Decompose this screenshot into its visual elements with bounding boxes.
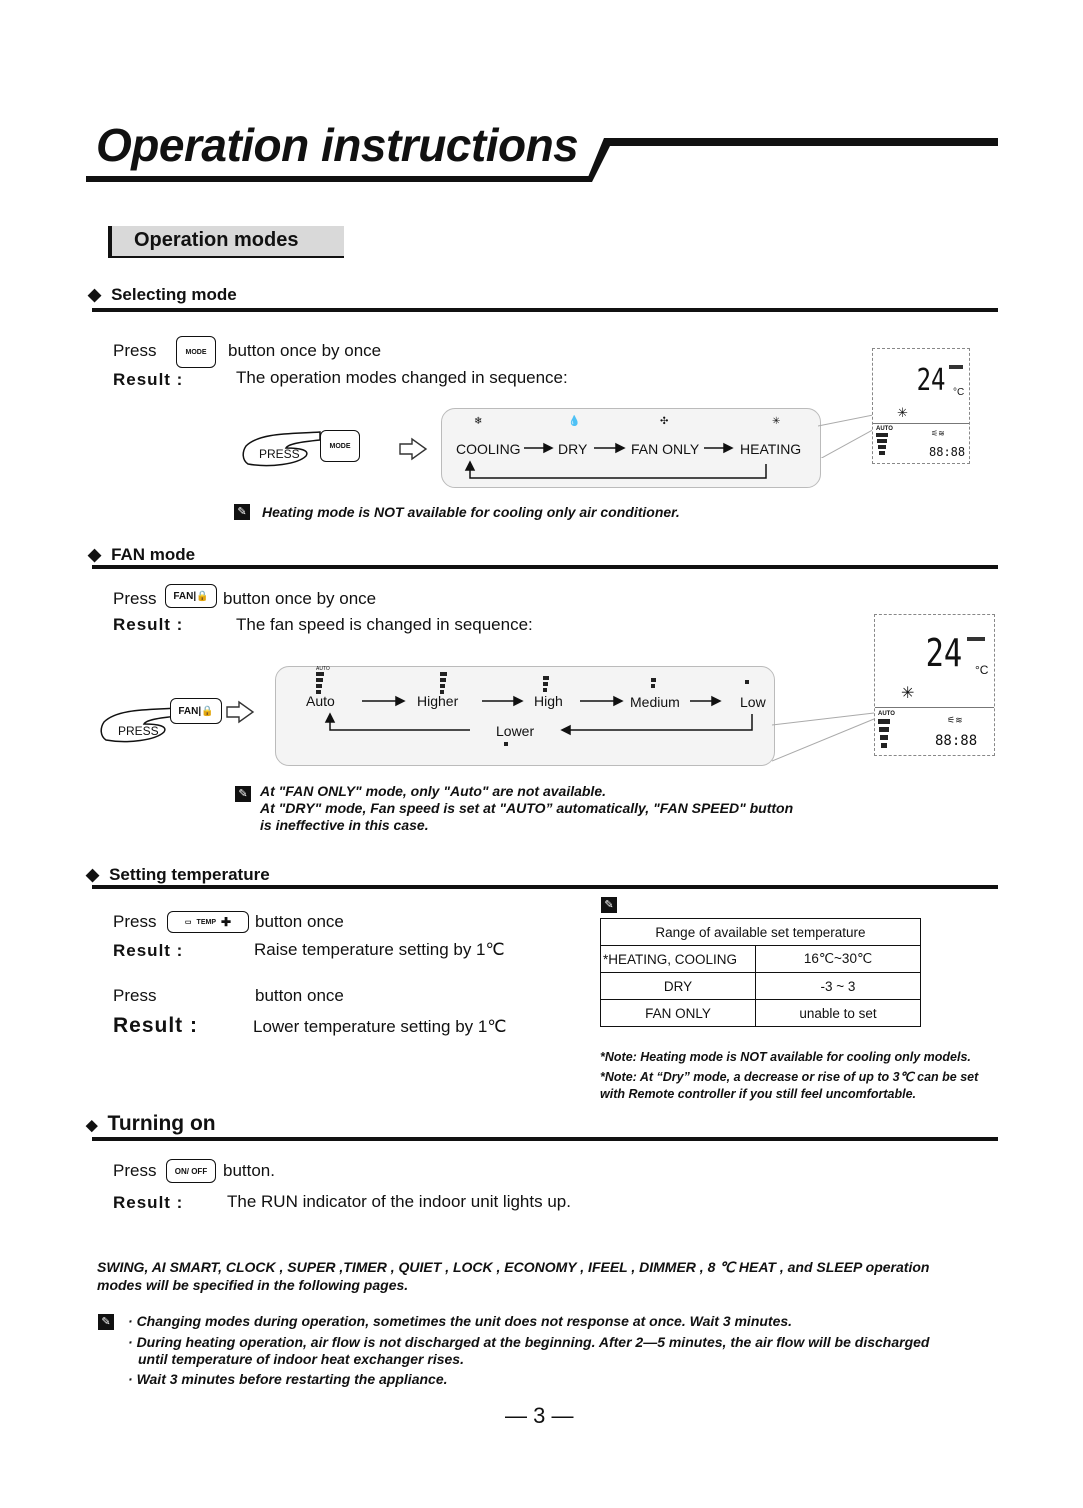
temp-note-3: with Remote controller if you still feel uncomfortable. bbox=[600, 1087, 917, 1101]
fan-auto-tag: AUTO bbox=[316, 666, 330, 672]
raise-text: Raise temperature setting by 1℃ bbox=[254, 940, 505, 959]
result-label: Result : bbox=[113, 615, 184, 634]
note-icon: ✎ bbox=[601, 897, 617, 913]
table-cell: -3 ~ 3 bbox=[756, 973, 921, 1000]
result-label: Result : bbox=[113, 1193, 184, 1212]
lcd-sleep-icon bbox=[949, 365, 963, 369]
table-header: Range of available set temperature bbox=[601, 919, 921, 946]
on-off-button-icon: ON/ OFF bbox=[166, 1159, 216, 1183]
temp-range-table bbox=[600, 918, 921, 1027]
lcd-fan-bars-icon bbox=[878, 719, 892, 749]
arrow-right-icon bbox=[398, 437, 428, 461]
callout-lines bbox=[772, 615, 876, 765]
page-number: — 3 — bbox=[505, 1403, 574, 1428]
press-label: Press bbox=[113, 341, 157, 360]
press-suffix: button once by once bbox=[223, 589, 377, 608]
lcd-swing-icon: ⚟≋ bbox=[931, 429, 945, 438]
speed-higher: Higher bbox=[417, 693, 459, 709]
fan-button-pressed-icon: FAN|🔒 bbox=[170, 698, 222, 724]
arrow-right-icon bbox=[225, 700, 255, 724]
section-rule bbox=[92, 885, 998, 889]
fan-sequence-arrows bbox=[274, 690, 774, 740]
plus-icon: ✚ bbox=[221, 915, 232, 929]
table-cell: FAN ONLY bbox=[601, 1000, 756, 1027]
fan-note-2: At "DRY" mode, Fan speed is set at "AUTO” automatically, "FAN SPEED" button bbox=[260, 800, 794, 816]
speed-high: High bbox=[534, 693, 563, 709]
lcd-unit: °C bbox=[975, 663, 989, 677]
heat-sun-icon: ✳ bbox=[772, 416, 781, 427]
speed-auto: Auto bbox=[306, 693, 335, 709]
lcd-display-mode bbox=[872, 348, 970, 464]
mode-button-pressed-icon: MODE bbox=[320, 430, 360, 462]
modes-list-line-2: modes will be specified in the following pages. bbox=[97, 1277, 409, 1293]
table-row bbox=[601, 946, 921, 973]
result-text: The fan speed is changed in sequence: bbox=[236, 615, 533, 634]
fan-lower-bar-icon bbox=[504, 742, 508, 746]
result-label: Result : bbox=[113, 941, 184, 960]
cool-icon: ❄ bbox=[474, 416, 483, 427]
bullet-item-continued: until temperature of indoor heat exchanger rises. bbox=[138, 1351, 464, 1367]
mode-button-icon: MODE bbox=[176, 336, 216, 368]
table-cell: *HEATING, COOLING bbox=[601, 946, 756, 973]
note-icon: ✎ bbox=[235, 786, 251, 802]
temp-button-label: TEMP bbox=[196, 918, 216, 926]
lcd-swing-icon: ⚟≋ bbox=[947, 715, 963, 725]
fan-medium-bars-icon bbox=[651, 678, 665, 690]
result-label: Result : bbox=[113, 370, 184, 389]
seq-cooling: COOLING bbox=[456, 441, 521, 457]
lcd-temp: 24 bbox=[916, 363, 946, 398]
diamond-bullet-icon: ◆ bbox=[86, 865, 100, 884]
section-rule bbox=[92, 1137, 998, 1141]
result-text: The RUN indicator of the indoor unit lights up. bbox=[227, 1192, 571, 1211]
table-cell: 16℃~30℃ bbox=[756, 946, 921, 973]
lcd-sleep-icon bbox=[967, 637, 985, 641]
diamond-bullet-icon: ◆ bbox=[88, 285, 102, 304]
fan-low-bars-icon bbox=[745, 680, 759, 688]
press-suffix: button once by once bbox=[228, 341, 382, 360]
press-suffix-2: button once bbox=[255, 986, 344, 1005]
lcd-auto: AUTO bbox=[878, 711, 895, 717]
lcd-divider bbox=[873, 423, 969, 424]
minus-icon: ▭ bbox=[184, 919, 192, 926]
result-label-2: Result : bbox=[113, 1014, 199, 1037]
speed-medium: Medium bbox=[630, 694, 680, 710]
page-title: Operation instructions bbox=[96, 119, 579, 171]
table-row bbox=[601, 973, 921, 1000]
seq-fan-only: FAN ONLY bbox=[631, 441, 700, 457]
lcd-unit: °C bbox=[953, 387, 965, 398]
press-suffix: button. bbox=[223, 1161, 275, 1180]
title-slash-line bbox=[586, 136, 1000, 184]
press-label: Press bbox=[113, 912, 157, 931]
fan-note-1: At "FAN ONLY" mode, only "Auto" are not available. bbox=[260, 783, 607, 799]
table-cell: DRY bbox=[601, 973, 756, 1000]
lower-text: Lower temperature setting by 1℃ bbox=[253, 1017, 507, 1036]
lcd-auto: AUTO bbox=[876, 426, 893, 432]
press-suffix: button once bbox=[255, 912, 344, 931]
press-label: Press bbox=[113, 1161, 157, 1180]
speed-low: Low bbox=[740, 694, 766, 710]
lcd-clock: 88:88 bbox=[935, 733, 978, 749]
lcd-heat-icon: ✳ bbox=[901, 685, 915, 702]
section-rule bbox=[92, 308, 998, 312]
seq-heating: HEATING bbox=[740, 441, 802, 457]
speed-lower: Lower bbox=[496, 723, 535, 739]
table-header-row bbox=[601, 919, 921, 946]
lcd-display-fan bbox=[874, 614, 995, 756]
table-row bbox=[601, 1000, 921, 1027]
lcd-clock: 88:88 bbox=[929, 445, 966, 459]
note-icon: ✎ bbox=[234, 504, 250, 520]
mode-note: Heating mode is NOT available for cooling only air conditioner. bbox=[262, 504, 680, 520]
turning-on-heading: ◆ Turning on bbox=[86, 1112, 216, 1135]
table-cell: unable to set bbox=[756, 1000, 921, 1027]
fan-button-icon: FAN|🔒 bbox=[165, 584, 217, 608]
temp-button-icon bbox=[167, 911, 249, 933]
lcd-divider bbox=[875, 707, 994, 708]
lcd-temp: 24 bbox=[925, 631, 963, 675]
press-hand-label: PRESS bbox=[118, 724, 159, 738]
title-underline bbox=[86, 176, 592, 182]
note-icon: ✎ bbox=[98, 1314, 114, 1330]
selecting-mode-heading: ◆ Selecting mode bbox=[88, 285, 237, 304]
section-title: Operation modes bbox=[134, 229, 299, 251]
fan-icon: ✣ bbox=[660, 416, 669, 427]
fan-note-3: is ineffective in this case. bbox=[260, 817, 429, 833]
press-label: Press bbox=[113, 589, 157, 608]
press-hand-label: PRESS bbox=[259, 447, 300, 461]
setting-temp-heading: ◆ Setting temperature bbox=[86, 865, 270, 884]
lcd-fan-bars-icon bbox=[876, 433, 890, 457]
temp-note-1: *Note: Heating mode is NOT available for cooling only models. bbox=[600, 1050, 971, 1064]
section-rule bbox=[92, 565, 998, 569]
temp-note-2: *Note: At “Dry” mode, a decrease or rise of up to 3℃ can be set bbox=[600, 1070, 979, 1084]
modes-list-line-1: SWING, AI SMART, CLOCK , SUPER ,TIMER , QUIET , LOCK , ECONOMY , IFEEL , DIMMER , 8 ℃ HEAT , and SLEEP operation bbox=[97, 1259, 930, 1275]
lcd-heat-icon: ✳ bbox=[897, 405, 908, 420]
dry-drop-icon: 💧 bbox=[568, 416, 581, 427]
result-text: The operation modes changed in sequence: bbox=[236, 368, 568, 387]
press-label-2: Press bbox=[113, 986, 157, 1005]
bullet-item: · During heating operation, air flow is not discharged at the beginning. After 2—5 minutes, the air flow will be discharged bbox=[128, 1334, 930, 1350]
diamond-bullet-icon: ◆ bbox=[88, 545, 102, 564]
diamond-bullet-icon: ◆ bbox=[86, 1117, 98, 1134]
seq-dry: DRY bbox=[558, 441, 588, 457]
fan-mode-heading: ◆ FAN mode bbox=[88, 545, 196, 564]
bullet-item: · Changing modes during operation, sometimes the unit does not response at once. Wait 3 minutes. bbox=[128, 1313, 793, 1329]
mode-sequence-arrows bbox=[440, 440, 820, 486]
section-tab bbox=[108, 226, 344, 258]
bullet-item: · Wait 3 minutes before restarting the appliance. bbox=[128, 1371, 448, 1387]
